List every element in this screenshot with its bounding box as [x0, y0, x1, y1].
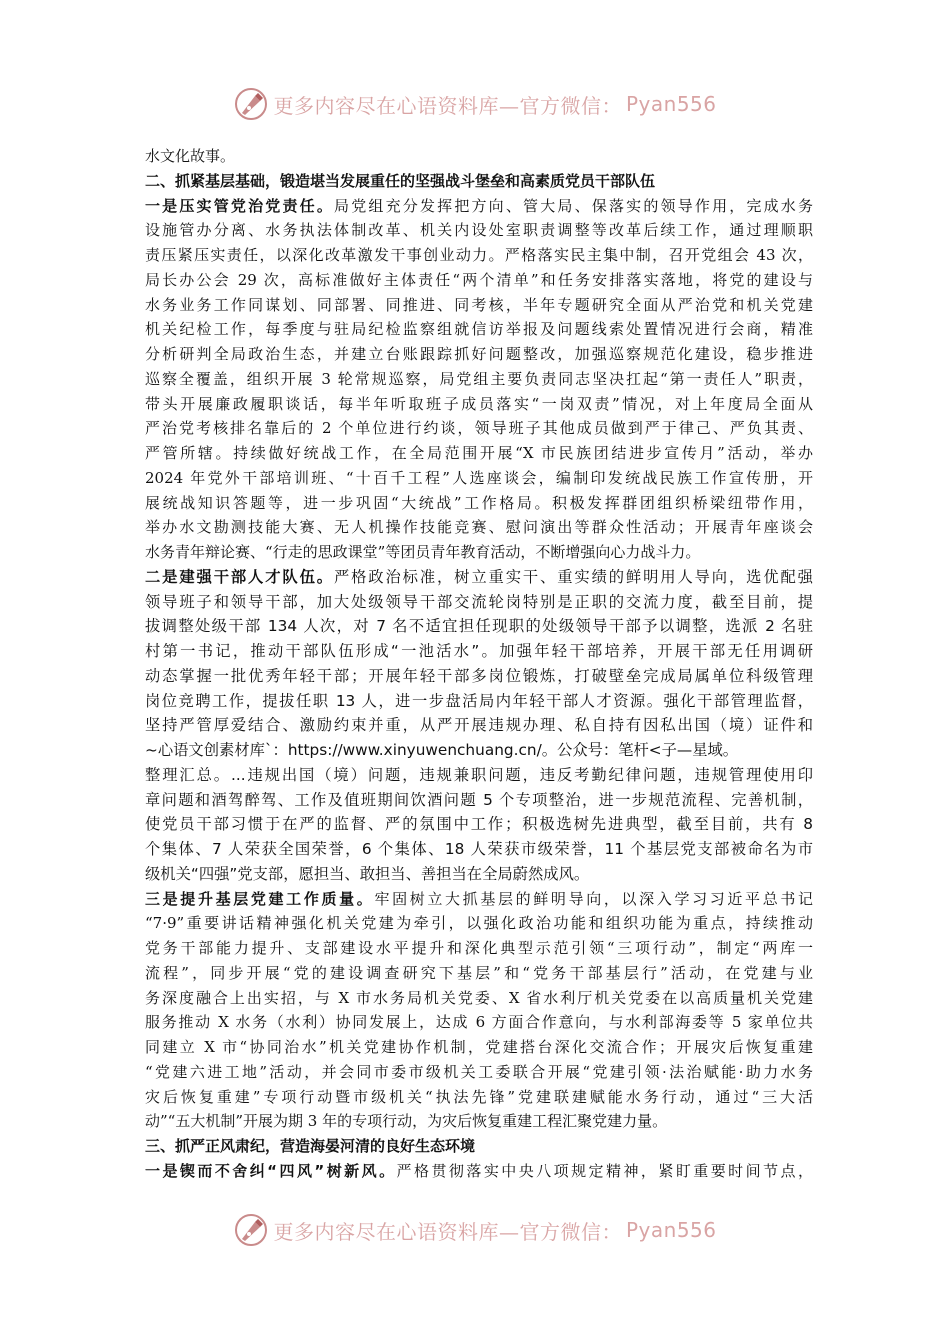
- line-text: 拔调整处级干部 134 人次，对 7 名不适宜担任现职的处级领导干部予以调整，选派 2 名驻: [145, 617, 813, 636]
- text-line: [145, 590, 813, 615]
- watermark-text: 更多内容尽在心语资料库—官方微信：: [273, 93, 622, 118]
- line-text: 党务干部能力提升、支部建设水平提升和深化典型示范引领“三项行动”，制定“两库一: [145, 939, 813, 957]
- section-heading: [145, 1134, 813, 1159]
- line-text: 同建立 X 市“协同治水”机关党建协作机制，党建搭台深化交流合作；开展灾后恢复重建: [145, 1038, 813, 1056]
- line-text: 章问题和酒驾醉驾、工作及值班期间饮酒问题 5 个专项整治，进一步规范流程、完善机制，: [145, 790, 813, 809]
- text-line: [145, 293, 813, 318]
- pen-nib-icon: [233, 1212, 269, 1248]
- text-line: [145, 936, 813, 961]
- line-text: 使党员干部习惯于在严的监督、严的氛围中工作；积极选树先进典型，截至目前，共有 8: [145, 815, 813, 834]
- text-line: [145, 367, 813, 392]
- text-line: [145, 540, 813, 565]
- text-line: [145, 639, 813, 664]
- line-text: 灾后恢复重建”专项行动暨市级机关“执法先锋”党建联建赋能水务行动，通过“三大活: [145, 1087, 813, 1106]
- text-line: [145, 218, 813, 243]
- line-text: 个集体、7 人荣获全国荣誉，6 个集体、18 人荣获市级荣誉，11 个基层党支部被命名为市: [145, 840, 813, 858]
- text-line: [145, 763, 813, 788]
- line-text: 设施管办分离、水务执法体制改革、机关内设处室职责调整等改革后续工作，通过理顺职: [145, 221, 813, 240]
- line-text: 巡察全覆盖，组织开展 3 轮常规巡察，局党组主要负责同志坚决扛起“第一责任人”职责，: [145, 369, 813, 388]
- line-text: 严管所辖。持续做好统战工作，在全局范围开展“X 市民族团结进步宣传月”活动，举办: [145, 444, 813, 462]
- text-line: [145, 1010, 813, 1035]
- text-line: [145, 713, 813, 738]
- text-line: [145, 268, 813, 293]
- text-line: [145, 1085, 813, 1110]
- text-line: [145, 1109, 813, 1134]
- line-text: 坚持严管厚爱结合、激励约束并重，从严开展违规办理、私自持有因私出国（境）证件和: [145, 716, 813, 735]
- line-text: “7·9”重要讲话精神强化机关党建为牵引，以强化政治功能和组织功能为重点，持续推动: [145, 914, 813, 933]
- text-line: [145, 317, 813, 342]
- line-text: 严治党考核排名靠后的 2 个单位进行约谈，领导班子其他成员做到严于律己、严负其责、: [145, 419, 813, 438]
- text-line: [145, 392, 813, 417]
- lead-phrase: 一是锲而不舍纠“四风”树新风。: [145, 1161, 397, 1180]
- text-line: [145, 961, 813, 986]
- text-line: [145, 614, 813, 639]
- text-line: [145, 565, 813, 590]
- line-text: 带头开展廉政履职谈话，每半年听取班子成员落实“一岗双责”情况，对上年度局全面从: [145, 394, 813, 413]
- text-line: [145, 1159, 813, 1184]
- text-line: [145, 689, 813, 714]
- text-line: [145, 144, 813, 169]
- footer-watermark: [0, 1210, 950, 1250]
- watermark-text: 更多内容尽在心语资料库—官方微信：: [273, 1219, 622, 1244]
- lead-phrase: 一是压实管党治党责任。: [145, 196, 335, 215]
- line-text: ~心语文创素材库`：https://www.xinyuwenchuang.cn/。公众号：笔杆<子—星域。: [145, 741, 739, 759]
- document-body: [145, 144, 813, 1184]
- lead-phrase: 二是建强干部人才队伍。: [145, 567, 334, 586]
- line-text: 严格政治标准，树立重实干、重实绩的鲜明用人导向，选优配强: [333, 567, 813, 586]
- text-line: [145, 664, 813, 689]
- text-line: [145, 243, 813, 268]
- text-line: [145, 738, 813, 763]
- text-line: [145, 862, 813, 887]
- text-line: [145, 466, 813, 491]
- line-text: 流程”，同步开展“党的建设调查研究下基层”和“党务干部基层行”活动，在党建与业: [145, 963, 813, 982]
- lead-phrase: 三是提升基层党建工作质量。: [145, 889, 375, 908]
- line-text: 分析研判全局政治生态，并建立台账跟踪抓好问题整改，加强巡察规范化建设，稳步推进: [145, 345, 813, 363]
- text-line: [145, 986, 813, 1011]
- section-heading: [145, 169, 813, 194]
- text-line: [145, 788, 813, 813]
- line-text: 展统战知识答题等，进一步巩固“大统战”工作格局。积极发挥群团组织桥梁纽带作用，: [145, 493, 813, 512]
- line-text: 牢固树立大抓基层的鲜明导向，以深入学习习近平总书记: [374, 889, 813, 908]
- line-text: 整理汇总。...违规出国（境）问题，违规兼职问题，违反考勤纪律问题，违规管理使用印: [145, 765, 813, 784]
- line-text: 局党组充分发挥把方向、管大局、保落实的领导作用，完成水务: [334, 196, 813, 215]
- text-line: [145, 416, 813, 441]
- text-line: [145, 441, 813, 466]
- text-line: [145, 812, 813, 837]
- line-text: 级机关“四强”党支部，愿担当、敢担当、善担当在全局蔚然成风。: [145, 864, 590, 883]
- line-text: 严格贯彻落实中央八项规定精神，紧盯重要时间节点，: [396, 1161, 813, 1180]
- line-text: 村第一书记，推动干部队伍形成“一池活水”。加强年轻干部培养，开展干部无任用调研: [145, 642, 813, 660]
- line-text: “党建六进工地”活动，并会同市委市级机关工委联合开展“党建引领·法治赋能·助力水务: [145, 1062, 813, 1081]
- text-line: [145, 515, 813, 540]
- line-text: 三、抓严正风肃纪，营造海晏河清的良好生态环境: [145, 1137, 476, 1155]
- header-watermark: [0, 84, 950, 124]
- text-line: [145, 342, 813, 367]
- line-text: 机关纪检工作，每季度与驻局纪检监察组就信访举报及问题线索处置情况进行会商，精准: [145, 320, 813, 339]
- text-line: [145, 1035, 813, 1060]
- text-line: [145, 887, 813, 912]
- watermark-wechat-id: Pyan556: [625, 92, 717, 116]
- line-text: 2024 年党外干部培训班、“十百千工程”人选座谈会，编制印发统战民族工作宣传册，开: [145, 468, 813, 487]
- text-line: [145, 911, 813, 936]
- text-line: [145, 1060, 813, 1085]
- line-text: 动”“五大机制”开展为期 3 年的专项行动，为灾后恢复重建工程汇聚党建力量。: [145, 1112, 668, 1131]
- text-line: [145, 837, 813, 862]
- line-text: 局长办公会 29 次，高标准做好主体责任“两个清单”和任务安排落实落地，将党的建设与: [145, 270, 813, 289]
- text-line: [145, 194, 813, 219]
- line-text: 务深度融合上出实招，与 X 市水务局机关党委、X 省水利厅机关党委在以高质量机关党建: [145, 988, 813, 1007]
- pen-nib-icon: [233, 86, 269, 122]
- line-text: 岗位竞聘工作，提拔任职 13 人，进一步盘活局内年轻干部人才资源。强化干部管理监督，: [145, 691, 813, 710]
- line-text: 动态掌握一批优秀年轻干部；开展年轻干部多岗位锻炼，打破壁垒完成局属单位科级管理: [145, 666, 813, 685]
- text-line: [145, 491, 813, 516]
- line-text: 领导班子和领导干部，加大处级领导干部交流轮岗特别是正职的交流力度，截至目前，提: [145, 592, 813, 611]
- line-text: 举办水文勘测技能大赛、无人机操作技能竞赛、慰问演出等群众性活动；开展青年座谈会: [145, 518, 813, 537]
- line-text: 服务推动 X 水务（水利）协同发展上，达成 6 方面合作意向，与水利部海委等 5 家单位共: [145, 1013, 813, 1032]
- line-text: 水文化故事。: [145, 147, 236, 165]
- line-text: 水务青年辩论赛、“行走的思政课堂”等团员青年教育活动，不断增强向心力战斗力。: [145, 543, 701, 561]
- line-text: 责压紧压实责任，以深化改革激发干事创业动力。严格落实民主集中制，召开党组会 43 次，: [145, 246, 813, 264]
- line-text: 水务业务工作同谋划、同部署、同推进、同考核，半年专题研究全面从严治党和机关党建: [145, 295, 813, 314]
- watermark-wechat-id: Pyan556: [625, 1218, 717, 1242]
- line-text: 二、抓紧基层基础，锻造堪当发展重任的坚强战斗堡垒和高素质党员干部队伍: [145, 171, 656, 190]
